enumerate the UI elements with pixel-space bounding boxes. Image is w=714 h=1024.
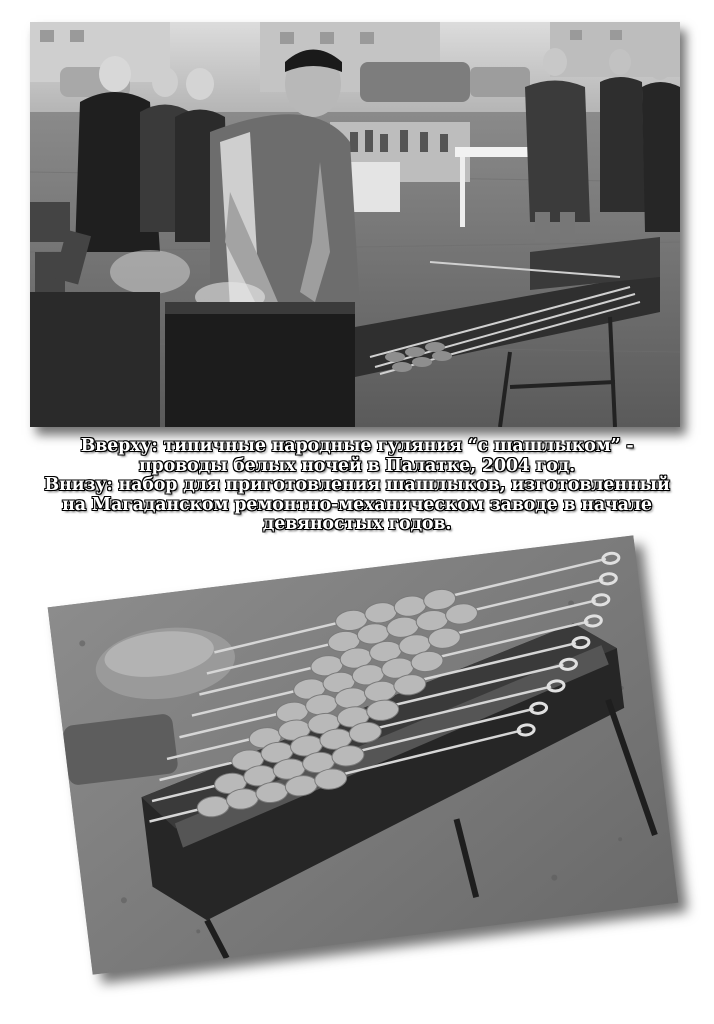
photo-caption [20,437,694,535]
caption-line-4: на Магаданском ремонтно-механическом заводе в начале [62,494,652,515]
top-photo [30,22,680,427]
bottom-photo [48,535,679,974]
festival-photo-icon [30,22,680,427]
caption-line-3: Внизу: набор для приготовления шашлыков, изготовленный [44,475,670,495]
caption-line-2: проводы белых ночей в Палатке, 2004 год. [138,455,576,476]
caption-line-1: Вверху: типичные народные гуляния “с шашлыком” - [80,436,634,456]
skewers-grill-photo-icon [48,535,679,974]
caption-line-5: девяностых годов. [262,514,452,534]
